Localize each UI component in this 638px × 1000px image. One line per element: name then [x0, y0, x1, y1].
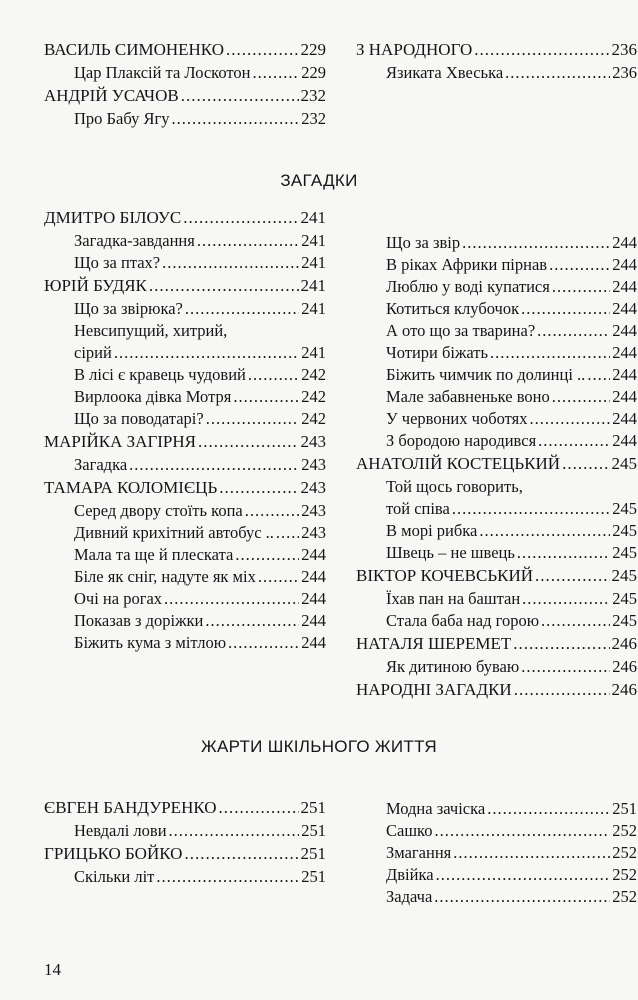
dot-leader	[479, 520, 610, 542]
toc-author-entry	[356, 452, 637, 476]
toc-entry	[44, 588, 326, 610]
toc-author-entry	[44, 274, 326, 298]
toc-entry-title: Той щось говорить,	[386, 477, 523, 496]
page-ref: 245	[612, 589, 637, 608]
author-name: ГРИЦЬКО БОЙКО	[44, 844, 183, 863]
author-name: З НАРОДНОГО	[356, 40, 473, 59]
toc-entry	[44, 230, 326, 252]
toc-entry	[356, 798, 637, 820]
page-ref: 244	[612, 365, 637, 384]
toc-entry	[44, 108, 326, 130]
author-name: АНДРІЙ УСАЧОВ	[44, 86, 179, 105]
dot-leader	[521, 656, 610, 678]
toc-entry	[44, 820, 326, 842]
entry-title: Скільки літ	[74, 867, 155, 886]
author-name: ЄВГЕН БАНДУРЕНКО	[44, 798, 217, 817]
toc-entry	[44, 610, 326, 632]
entry-title: Язиката Хвеська	[386, 63, 504, 82]
dot-leader	[233, 386, 299, 408]
dot-leader	[587, 364, 610, 386]
toc-entry	[44, 454, 326, 476]
page-ref: 244	[612, 321, 637, 340]
author-name: ТАМАРА КОЛОМІЄЦЬ	[44, 478, 218, 497]
toc-entry	[356, 254, 637, 276]
toc-entry	[356, 820, 637, 842]
dot-leader	[129, 454, 299, 476]
entry-title: Біле як сніг, надуте як міх	[74, 567, 256, 586]
entry-title: Що за птах?	[74, 253, 161, 272]
dot-leader	[434, 886, 610, 908]
page-ref: 243	[301, 455, 326, 474]
toc-author-entry	[44, 206, 326, 230]
page-ref: 244	[612, 255, 637, 274]
dot-leader	[452, 498, 610, 520]
toc-author-entry	[44, 430, 326, 454]
dot-leader	[258, 566, 299, 588]
page-ref: 251	[300, 844, 326, 863]
toc-entry	[356, 542, 637, 564]
toc-entry	[44, 62, 326, 84]
page-ref: 241	[301, 343, 326, 362]
entry-title: той співа	[386, 499, 450, 518]
toc-entry	[356, 276, 637, 298]
entry-title: Їхав пан на баштан	[386, 589, 521, 608]
dot-leader	[219, 476, 298, 500]
entry-title: Змагання	[386, 843, 452, 862]
dot-leader	[537, 320, 610, 342]
dot-leader	[164, 588, 299, 610]
dot-leader	[149, 274, 299, 298]
page-ref: 251	[300, 798, 326, 817]
toc-author-entry	[44, 796, 326, 820]
entry-title: Вирлоока дівка Мотря	[74, 387, 232, 406]
page-ref: 242	[301, 409, 326, 428]
dot-leader	[252, 62, 299, 84]
page-ref: 252	[612, 865, 637, 884]
entry-title: Про Бабу Ягу	[74, 109, 170, 128]
dot-leader	[490, 342, 610, 364]
toc-author-entry	[356, 632, 637, 656]
toc-entry	[44, 364, 326, 386]
page-ref: 242	[301, 387, 326, 406]
toc-entry	[356, 408, 637, 430]
entry-title: Задача	[386, 887, 433, 906]
dot-leader	[162, 252, 299, 274]
entry-title: Швець – не швець	[386, 543, 515, 562]
dot-leader	[172, 108, 300, 130]
page-ref: 251	[301, 867, 326, 886]
toc-entry	[356, 386, 637, 408]
toc-entry	[44, 544, 326, 566]
toc-author-entry	[44, 84, 326, 108]
toc-entry	[356, 520, 637, 542]
page-ref: 229	[300, 40, 326, 59]
page-ref: 244	[301, 633, 326, 652]
entry-title: А ото що за тварина?	[386, 321, 536, 340]
toc-entry	[44, 408, 326, 430]
toc-entry	[44, 522, 326, 544]
toc-entry	[356, 342, 637, 364]
entry-title: Цар Плаксій та Лоскотон	[74, 63, 251, 82]
page-ref: 236	[611, 40, 637, 59]
page-ref: 241	[301, 299, 326, 318]
toc-author-entry	[44, 842, 326, 866]
page-ref: 245	[612, 499, 637, 518]
dot-leader	[169, 820, 300, 842]
toc-column	[44, 796, 326, 888]
dot-leader	[197, 230, 299, 252]
entry-title: У червоних чоботях	[386, 409, 528, 428]
dot-leader	[219, 796, 299, 820]
section-heading: ЖАРТИ ШКІЛЬНОГО ЖИТТЯ	[200, 737, 438, 756]
entry-title: Чотири біжать	[386, 343, 489, 362]
dot-leader	[198, 430, 298, 454]
entry-title: Показав з доріжки	[74, 611, 204, 630]
author-name: ЮРІЙ БУДЯК	[44, 276, 147, 295]
page-ref: 252	[612, 887, 637, 906]
entry-title: В лісі є кравець чудовий	[74, 365, 246, 384]
page-ref: 245	[612, 543, 637, 562]
page-ref: 242	[301, 365, 326, 384]
dot-leader	[228, 632, 299, 654]
entry-title: Очі на рогах	[74, 589, 163, 608]
toc-entry	[356, 610, 637, 632]
author-name: НАРОДНІ ЗАГАДКИ	[356, 680, 512, 699]
author-name: ВІКТОР КОЧЕВСЬКИЙ	[356, 566, 534, 585]
page-ref: 244	[612, 409, 637, 428]
page-ref: 245	[611, 566, 637, 585]
page-ref: 246	[611, 634, 637, 653]
entry-title: В морі рибка	[386, 521, 478, 540]
toc-entry	[44, 866, 326, 888]
dot-leader	[206, 408, 300, 430]
dot-leader	[487, 798, 610, 820]
entry-title: Невдалі лови	[74, 821, 167, 840]
toc-entry	[44, 500, 326, 522]
author-name: МАРІЙКА ЗАГІРНЯ	[44, 432, 197, 451]
dot-leader	[529, 408, 610, 430]
page-ref: 243	[301, 523, 326, 542]
page-ref: 251	[301, 821, 326, 840]
dot-leader	[462, 232, 610, 254]
page-ref: 244	[612, 431, 637, 450]
entry-title: Біжить кума з мітлою	[74, 633, 227, 652]
toc-entry	[356, 62, 637, 84]
toc-column	[356, 798, 637, 908]
dot-leader	[276, 522, 299, 544]
toc-entry	[356, 656, 637, 678]
dot-leader	[156, 866, 299, 888]
entry-title: сірий	[74, 343, 112, 362]
entry-title: Котиться клубочок	[386, 299, 520, 318]
toc-entry	[356, 232, 637, 254]
toc-entry	[356, 298, 637, 320]
dot-leader	[434, 820, 610, 842]
dot-leader	[552, 276, 610, 298]
toc-entry	[356, 430, 637, 452]
dot-leader	[549, 254, 610, 276]
page-number: 14	[44, 960, 61, 979]
entry-title: Загадка	[74, 455, 128, 474]
page-ref: 244	[612, 299, 637, 318]
dot-leader	[541, 610, 610, 632]
page-ref: 241	[301, 253, 326, 272]
entry-title: Серед двору стоїть копа	[74, 501, 243, 520]
entry-title: В ріках Африки пірнав	[386, 255, 548, 274]
toc-entry	[44, 342, 326, 364]
author-name: АНАТОЛІЙ КОСТЕЦЬКИЙ	[356, 454, 561, 473]
entry-title: Що за звірюка?	[74, 299, 183, 318]
entry-title: Стала баба над горою	[386, 611, 540, 630]
toc-entry	[356, 588, 637, 610]
page-ref: 241	[300, 208, 326, 227]
dot-leader	[235, 544, 299, 566]
page-ref: 244	[301, 567, 326, 586]
toc-entry	[44, 386, 326, 408]
entry-title: Дивний крихітний автобус ..	[74, 523, 274, 542]
page-ref: 244	[301, 611, 326, 630]
dot-leader	[514, 678, 610, 702]
page-ref: 244	[612, 277, 637, 296]
toc-column	[44, 206, 326, 654]
toc-entry	[356, 320, 637, 342]
page-ref: 246	[612, 657, 637, 676]
toc-author-entry	[44, 38, 326, 62]
entry-title: З бородою народився	[386, 431, 537, 450]
dot-leader	[552, 386, 611, 408]
page-ref: 241	[300, 276, 326, 295]
author-name: НАТАЛЯ ШЕРЕМЕТ	[356, 634, 512, 653]
page-ref: 246	[611, 680, 637, 699]
entry-title: Люблю у воді купатися	[386, 277, 550, 296]
page-ref: 244	[612, 343, 637, 362]
toc-entry	[356, 886, 637, 908]
entry-title: Що за звір	[386, 233, 461, 252]
dot-leader	[535, 564, 609, 588]
dot-leader	[513, 632, 609, 656]
author-name: ДМИТРО БІЛОУС	[44, 208, 182, 227]
entry-title: Двійка	[386, 865, 434, 884]
dot-leader	[505, 62, 610, 84]
page-ref: 244	[301, 545, 326, 564]
dot-leader	[474, 38, 609, 62]
page-ref: 236	[612, 63, 637, 82]
page-ref: 243	[300, 432, 326, 451]
toc-entry	[356, 864, 637, 886]
dot-leader	[521, 298, 610, 320]
entry-title: Мале забавненьке воно	[386, 387, 550, 406]
toc-column	[356, 232, 637, 702]
dot-leader	[181, 84, 299, 108]
dot-leader	[184, 842, 298, 866]
entry-title: Що за поводатарі?	[74, 409, 204, 428]
page-ref: 244	[612, 233, 637, 252]
page-ref: 252	[612, 843, 637, 862]
entry-title: Сашко	[386, 821, 433, 840]
author-name: ВАСИЛЬ СИМОНЕНКО	[44, 40, 224, 59]
toc-entry	[44, 632, 326, 654]
dot-leader	[226, 38, 299, 62]
page-ref: 243	[300, 478, 326, 497]
entry-title: Модна зачіска	[386, 799, 486, 818]
page-ref: 245	[612, 611, 637, 630]
toc-entry	[44, 298, 326, 320]
toc-entry	[356, 842, 637, 864]
dot-leader	[562, 452, 609, 476]
toc-entry	[356, 364, 637, 386]
page-ref: 252	[612, 821, 637, 840]
dot-leader	[205, 610, 299, 632]
toc-column	[44, 38, 326, 130]
dot-leader	[248, 364, 299, 386]
page-ref: 232	[300, 86, 326, 105]
toc-author-entry	[44, 476, 326, 500]
entry-title: Як дитиною буваю	[386, 657, 520, 676]
toc-entry	[44, 252, 326, 274]
dot-leader	[538, 430, 610, 452]
entry-title: Загадка-завдання	[74, 231, 195, 250]
toc-entry	[44, 566, 326, 588]
toc-entry-title: Невсипущий, хитрий,	[74, 321, 228, 340]
toc-author-entry	[356, 678, 637, 702]
entry-title: Біжить чимчик по долинці ..	[386, 365, 586, 384]
dot-leader	[517, 542, 610, 564]
dot-leader	[183, 206, 298, 230]
page-ref: 251	[612, 799, 637, 818]
dot-leader	[436, 864, 611, 886]
entry-title: Мала та ще й плеската	[74, 545, 234, 564]
page-ref: 229	[301, 63, 326, 82]
dot-leader	[522, 588, 610, 610]
toc-author-entry	[356, 564, 637, 588]
page-ref: 232	[301, 109, 326, 128]
dot-leader	[185, 298, 299, 320]
page-ref: 243	[301, 501, 326, 520]
dot-leader	[245, 500, 300, 522]
page-ref: 244	[301, 589, 326, 608]
toc-author-entry	[356, 38, 637, 62]
section-heading: ЗАГАДКИ	[280, 171, 358, 190]
page-ref: 241	[301, 231, 326, 250]
page-ref: 244	[612, 387, 637, 406]
dot-leader	[453, 842, 610, 864]
page-ref: 245	[611, 454, 637, 473]
page-ref: 245	[612, 521, 637, 540]
toc-column	[356, 38, 637, 84]
dot-leader	[114, 342, 299, 364]
toc-entry	[356, 498, 637, 520]
